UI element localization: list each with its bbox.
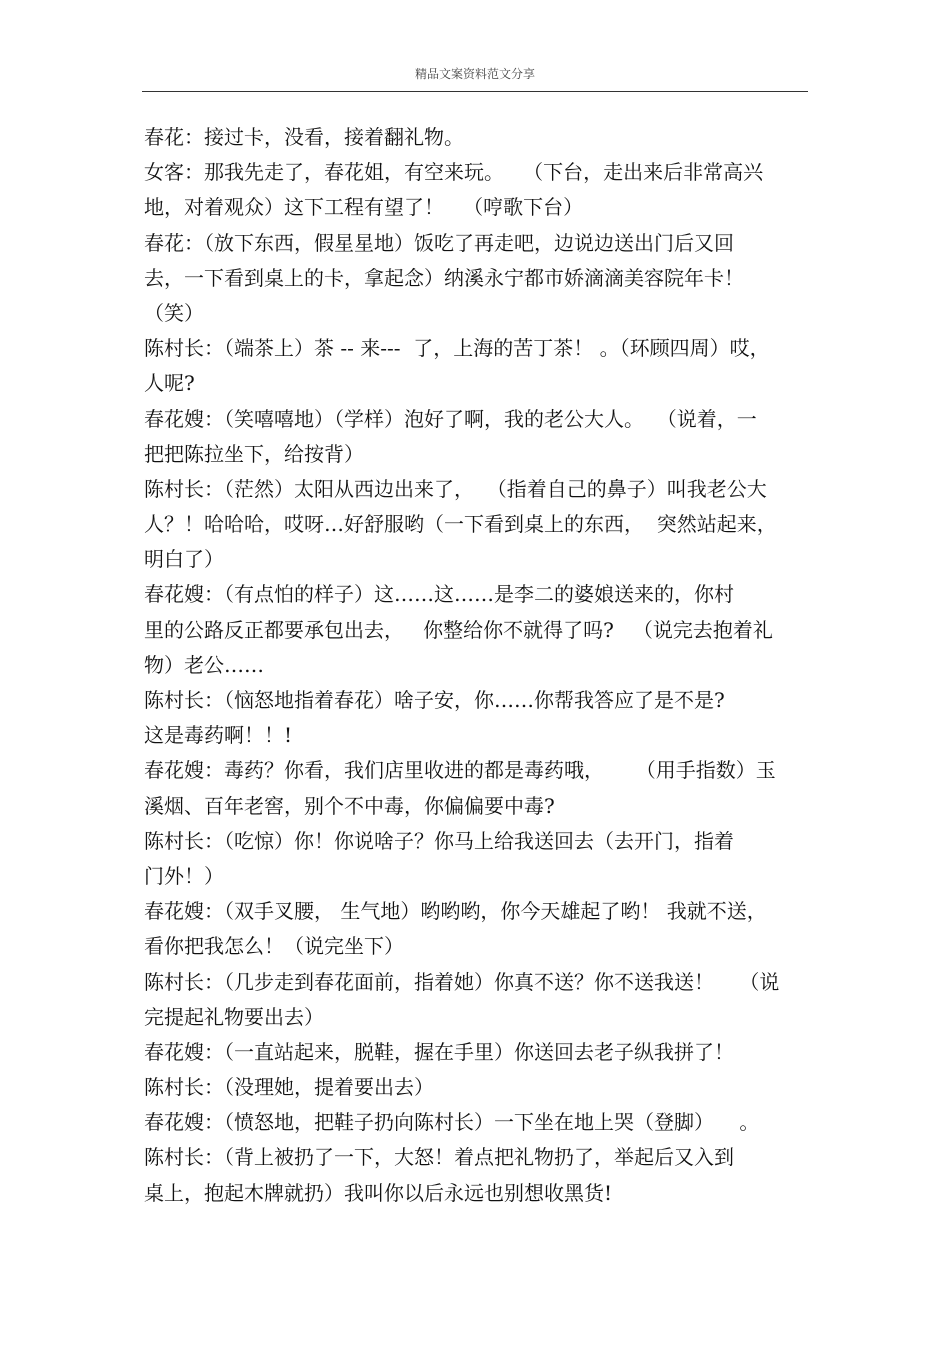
text-line: 完提起礼物要出去） xyxy=(144,1004,324,1029)
text-line: （笑） xyxy=(144,300,204,325)
text-line: 陈村长：（几步走到春花面前，指着她）你真不送？你不送我送！ （说 xyxy=(144,969,780,994)
text-line: 陈村长：（吃惊）你！你说啥子？你马上给我送回去（去开门，指着 xyxy=(144,828,734,853)
text-line: 这是毒药啊！！! xyxy=(144,723,293,748)
text-line: 地，对着观众）这下工程有望了！ （哼歌下台） xyxy=(144,195,584,220)
text-line: 去，一下看到桌上的卡，拿起念）纳溪永宁都市娇滴滴美容院年卡！ xyxy=(144,265,744,290)
text-line: 陈村长：（茫然）太阳从西边出来了， （指着自己的鼻子）叫我老公大 xyxy=(144,476,767,501)
text-line: 陈村长：（端茶上）茶 -- 来--- 了，上海的苦丁茶！ 。（环顾四周）哎， xyxy=(144,336,770,361)
text-line: 春花嫂：毒药？你看，我们店里收进的都是毒药哦， （用手指数）玉 xyxy=(144,758,776,783)
document-body xyxy=(144,120,812,1211)
text-line: 女客：那我先走了，春花姐，有空来玩。 （下台，走出来后非常高兴 xyxy=(144,160,764,185)
text-line: 春花嫂：（笑嘻嘻地）（学样）泡好了啊，我的老公大人。 （说着，一 xyxy=(144,406,757,431)
text-line: 把把陈拉坐下，给按背） xyxy=(144,441,364,466)
text-line: 人？！哈哈哈，哎呀…好舒服哟（一下看到桌上的东西， 突然站起来， xyxy=(144,512,777,537)
text-line: 春花嫂：（一直站起来，脱鞋，握在手里）你送回去老子纵我拼了！ xyxy=(144,1039,734,1064)
text-line: 明白了） xyxy=(144,547,224,572)
text-line: 陈村长：（背上被扔了一下，大怒！着点把礼物扔了，举起后又入到 xyxy=(144,1145,734,1170)
text-line: 人呢? xyxy=(144,371,195,396)
text-line: 陈村长：（恼怒地指着春花）啥子安，你……你帮我答应了是不是? xyxy=(144,688,725,712)
text-line: 春花嫂：（有点怕的样子）这……这……是李二的婆娘送来的，你村 xyxy=(144,582,734,607)
text-line: 春花：（放下东西，假星星地）饭吃了再走吧，边说边送出门后又回 xyxy=(144,230,734,255)
text-line: 里的公路反正都要承包出去， 你整给你不就得了吗? （说完去抱着礼 xyxy=(144,617,773,642)
text-line: 春花嫂：（愤怒地，把鞋子扔向陈村长）一下坐在地上哭（登脚） 。 xyxy=(144,1110,760,1135)
text-line: 春花：接过卡，没看，接着翻礼物。 xyxy=(144,125,464,149)
text-line: 物）老公…… xyxy=(144,652,264,677)
page-header xyxy=(142,60,808,92)
text-line: 陈村长：（没理她，提着要出去） xyxy=(144,1075,434,1100)
header-title: 精品文案资料范文分享 xyxy=(414,67,535,81)
text-line: 门外！） xyxy=(144,863,224,888)
text-line: 桌上，抱起木牌就扔）我叫你以后永远也别想收黑货! xyxy=(144,1180,613,1205)
text-line: 春花嫂：（双手叉腰， 生气地）哟哟哟，你今天雄起了哟！ 我就不送， xyxy=(144,899,767,924)
text-line: 溪烟、百年老窖，别个不中毒，你偏偏要中毒? xyxy=(144,793,555,818)
text-line: 看你把我怎么！（说完坐下） xyxy=(144,934,404,959)
